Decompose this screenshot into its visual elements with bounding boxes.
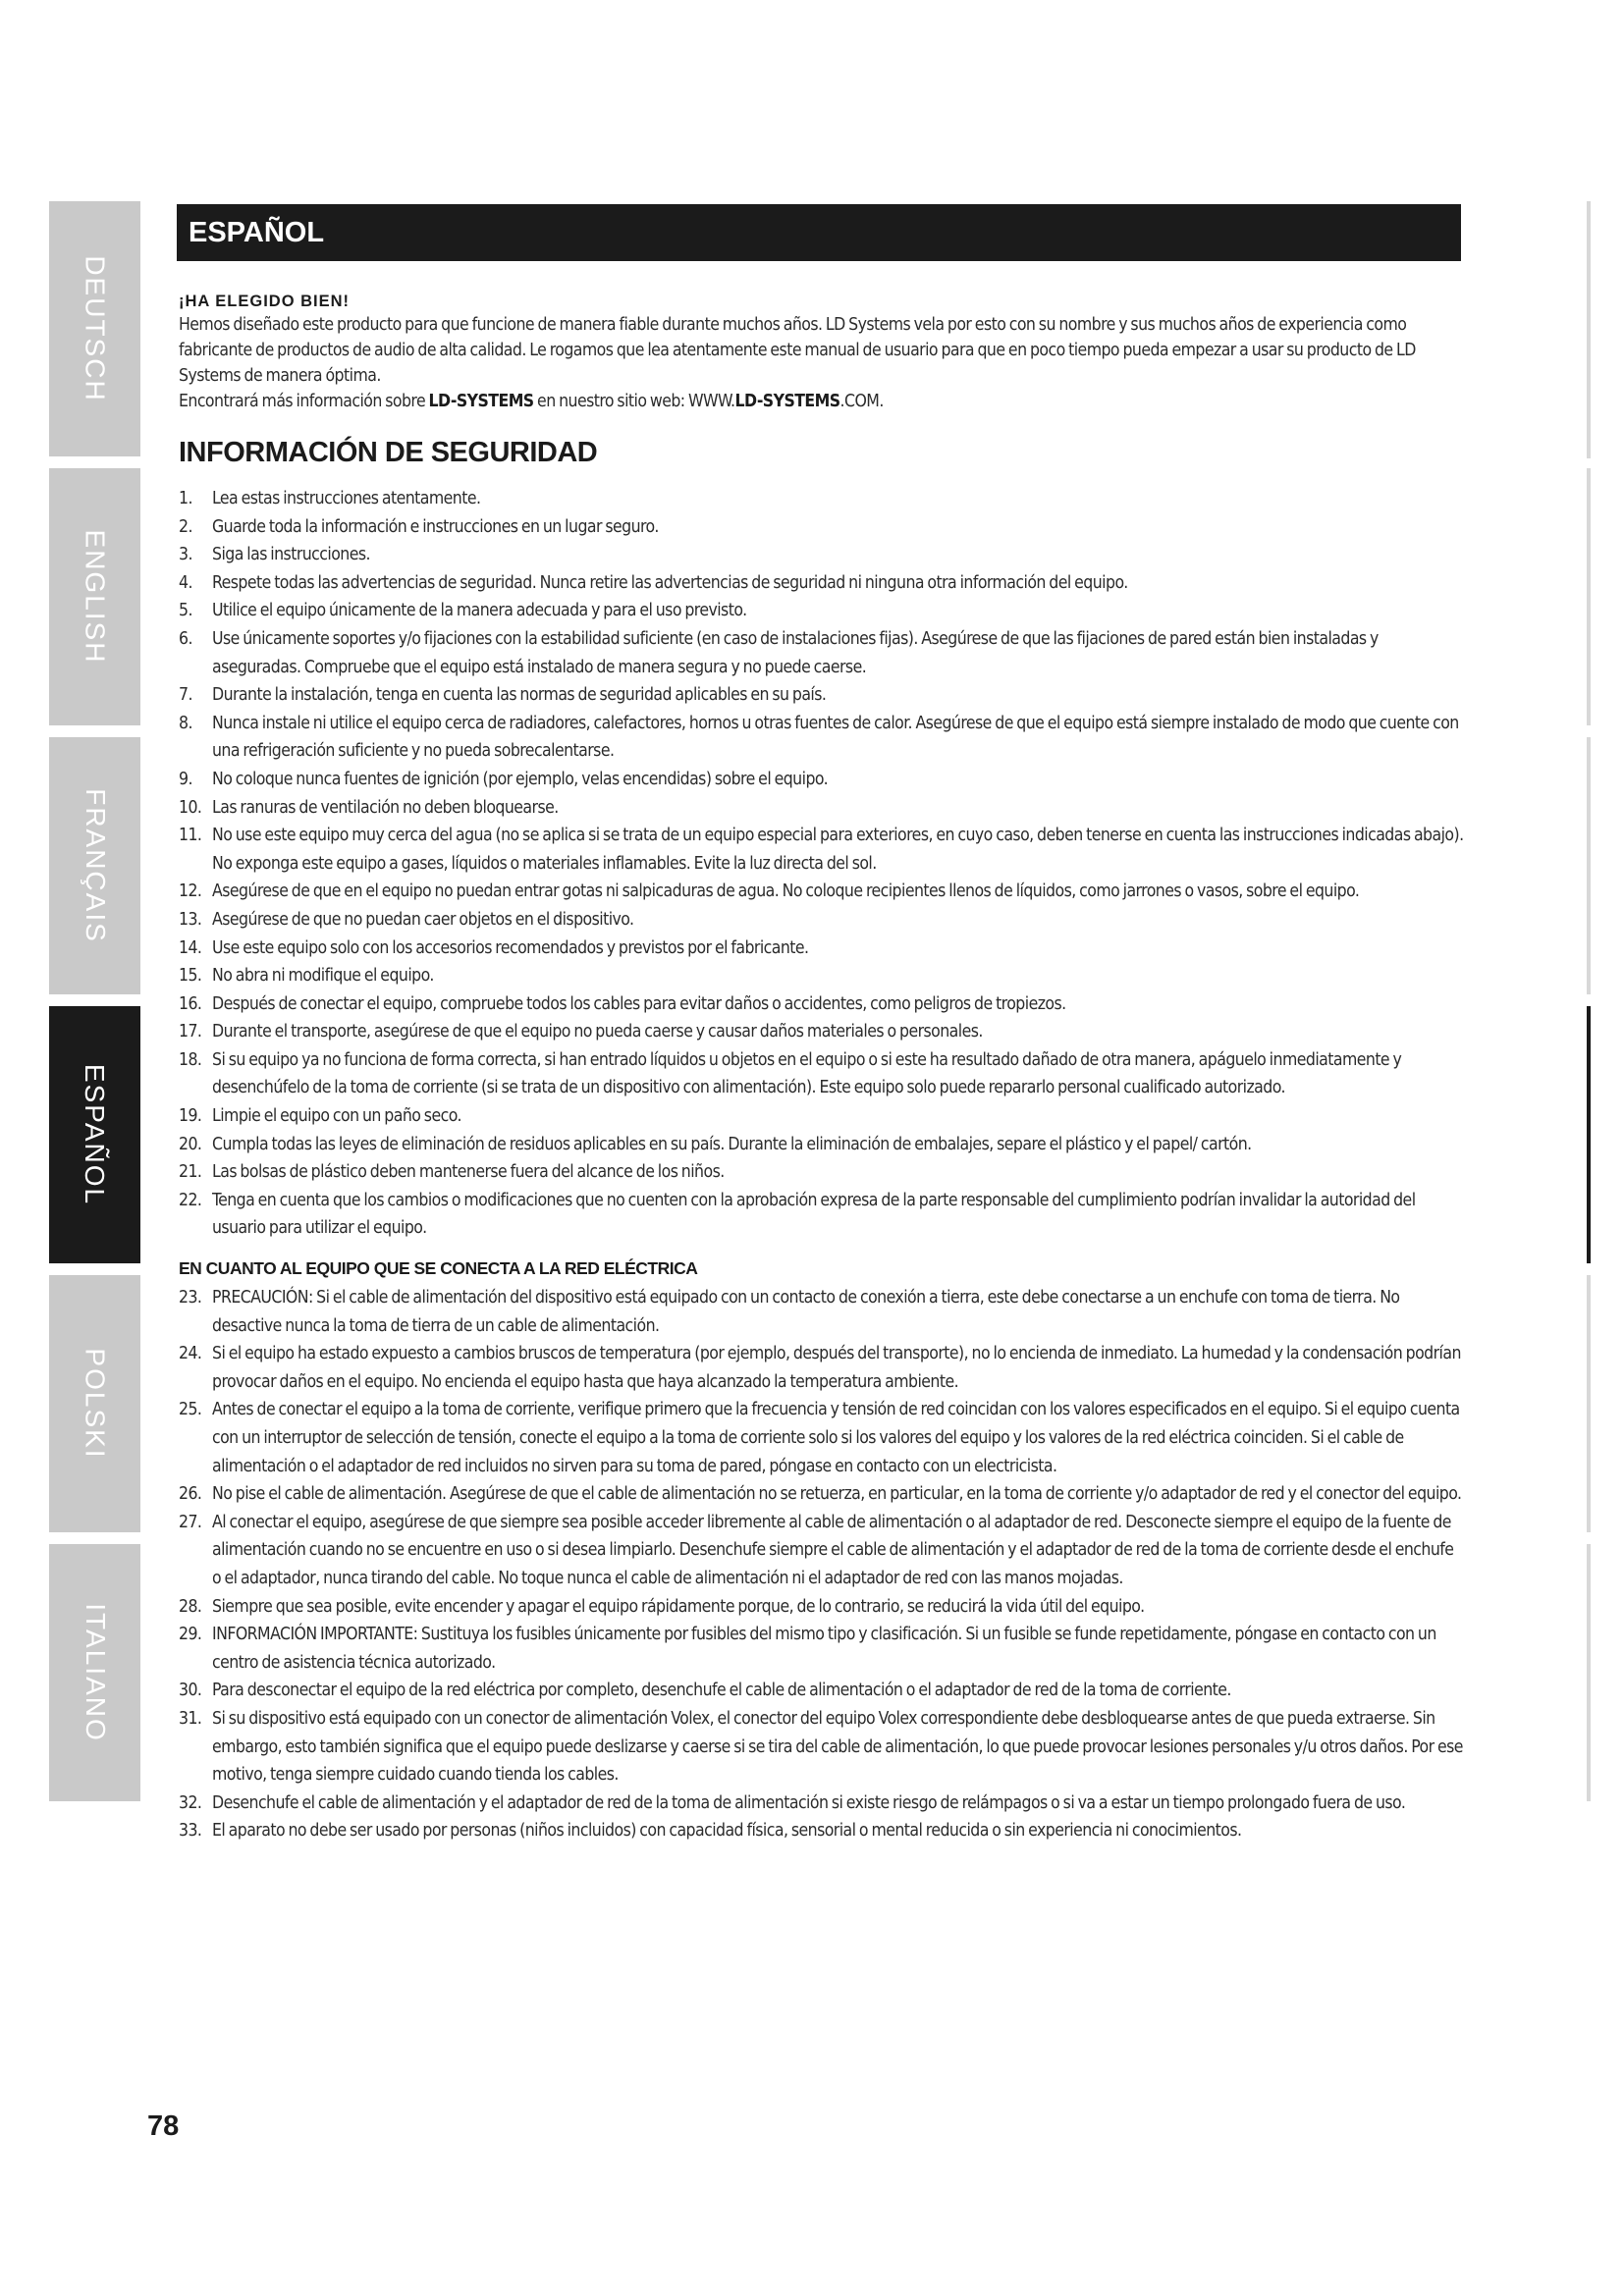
list-item-text: Use este equipo solo con los accesorios recomendados y previstos por el fabricante. <box>212 937 809 958</box>
side-tab-espanol[interactable] <box>49 1006 140 1263</box>
list-item-number: 20. <box>179 1134 202 1154</box>
list-item <box>179 906 1465 934</box>
list-item <box>179 1789 1465 1818</box>
list-item-text: Desenchufe el cable de alimentación y el adaptador de red de la toma de alimentación si existe riesgo de relámpagos o si va a estar un tiempo prolongado fuera de uso. <box>212 1792 1406 1813</box>
page-number: 78 <box>147 2110 180 2142</box>
list-item-text: Al conectar el equipo, asegúrese de que siempre sea posible acceder libremente al cable de alimentación o al adaptador de red. Desconecte siempre el equipo de la fuente de alimentación cuando no se encuentre en uso o si desea limpiarlo. Desenchufe siempre el cable de alimentación y el adaptador de red de la toma de corriente desde el enchufe o el adaptador, nunca tirando del cable. No toque nunca el cable de alimentación ni el adaptador de red con las manos mojadas. <box>212 1512 1454 1588</box>
intro-heading: ¡HA ELEGIDO BIEN! <box>179 293 351 310</box>
list-item <box>179 1018 1465 1046</box>
list-item-number: 6. <box>179 628 192 649</box>
list-item-text: No pise el cable de alimentación. Asegúrese de que el cable de alimentación no se retuerza, en particular, en la toma de corriente y/o adaptador de red y el conector del equipo. <box>212 1484 1462 1505</box>
list-item-text: Use únicamente soportes y/o fijaciones con la estabilidad suficiente (en caso de instalaciones fijas). Asegúrese de que las fijaciones de pared están bien instaladas y aseguradas. Compruebe que el equipo está instalado de manera segura y no puede caerse. <box>212 628 1379 677</box>
intro-paragraph: Hemos diseñado este producto para que funcione de manera fiable durante muchos años. LD Systems vela por esto con su nombre y sus muchos años de experiencia como fabricante de productos de audio de alta calidad. Le rogamos que lea atentamente este manual de usuario para que en poco tiempo pueda empezar a usar su producto de LD Systems de manera óptima. <box>179 315 1416 386</box>
list-item <box>179 1131 1465 1159</box>
side-tab-deutsch[interactable] <box>49 201 140 456</box>
right-edge-rule <box>1587 1275 1591 1532</box>
list-item-text: Siga las instrucciones. <box>212 545 370 565</box>
list-item <box>179 485 1465 513</box>
list-item-number: 26. <box>179 1484 202 1505</box>
list-item-text: Si su equipo ya no funciona de forma correcta, si han entrado líquidos u objetos en el equipo o si este ha resultado dañado de otra manera, apáguelo inmediatamente y desenchúfelo de la toma de corriente (si se trata de un dispositivo con alimentación). Este equipo solo puede repararlo personal cualificado autorizado. <box>212 1049 1402 1098</box>
list-item <box>179 541 1465 569</box>
list-item-number: 21. <box>179 1162 202 1183</box>
list-item-text: Para desconectar el equipo de la red eléctrica por completo, desenchufe el cable de alimentación o el adaptador de red de la toma de corriente. <box>212 1681 1231 1701</box>
list-item <box>179 766 1465 794</box>
intro-section <box>179 291 1465 414</box>
intro-web-line <box>179 389 1465 414</box>
page-content <box>179 291 1465 1845</box>
list-item-text: Guarde toda la información e instrucciones en un lugar seguro. <box>212 516 659 537</box>
list-item <box>179 1102 1465 1131</box>
list-item <box>179 1396 1465 1480</box>
list-item <box>179 513 1465 542</box>
web-line-brand-url: LD-SYSTEMS <box>734 392 840 411</box>
list-item-number: 32. <box>179 1792 202 1813</box>
list-item-text: Durante el transporte, asegúrese de que el equipo no pueda caerse y causar daños materiales o personales. <box>212 1022 983 1042</box>
list-item-number: 14. <box>179 937 202 958</box>
list-item-number: 9. <box>179 769 192 789</box>
list-item-number: 25. <box>179 1400 202 1420</box>
side-tab-label: FRANÇAIS <box>80 788 111 943</box>
list-item-number: 19. <box>179 1106 202 1127</box>
list-item-number: 22. <box>179 1190 202 1210</box>
right-edge-rule <box>1587 468 1591 725</box>
list-item <box>179 710 1465 766</box>
list-item-text: Si su dispositivo está equipado con un conector de alimentación Volex, el conector del equipo Volex correspondiente debe desbloquearse antes de que pueda extraerse. Sin embargo, esto también significa que el equipo puede deslizarse y caerse si se tira del cable de alimentación, lo que puede provocar lesiones personales y/u otros daños. Por ese motivo, tenga siempre cuidado cuando tienda los cables. <box>212 1708 1463 1786</box>
side-tab-english[interactable] <box>49 468 140 725</box>
list-item-text: Respete todas las advertencias de seguridad. Nunca retire las advertencias de seguridad ni ninguna otra información del equipo. <box>212 572 1128 593</box>
list-item <box>179 822 1465 878</box>
side-tab-label: POLSKI <box>80 1348 111 1460</box>
list-item-text: Después de conectar el equipo, compruebe todos los cables para evitar daños o accidentes, como peligros de tropiezos. <box>212 993 1066 1014</box>
list-item <box>179 962 1465 990</box>
language-header-bar <box>177 204 1461 261</box>
list-item-text: Tenga en cuenta que los cambios o modificaciones que no cuenten con la aprobación expresa de la parte responsable del cumplimiento podrían invalidar la autoridad del usuario para utilizar el equipo. <box>212 1190 1416 1239</box>
right-edge-rule-active <box>1587 1006 1591 1263</box>
list-item <box>179 1284 1465 1340</box>
list-item-number: 10. <box>179 797 202 818</box>
list-item-text: No use este equipo muy cerca del agua (no se aplica si se trata de un equipo especial para exteriores, en cuyo caso, deben tenerse en cuenta las instrucciones indicadas abajo). No exponga este equipo a gases, líquidos o materiales inflamables. Evite la luz directa del sol. <box>212 826 1464 874</box>
list-item <box>179 1480 1465 1509</box>
list-item <box>179 681 1465 710</box>
list-item <box>179 878 1465 906</box>
list-item-number: 1. <box>179 489 192 508</box>
list-item-text: Lea estas instrucciones atentamente. <box>212 489 481 508</box>
list-item-text: PRECAUCIÓN: Si el cable de alimentación del dispositivo está equipado con un contacto de conexión a tierra, este debe conectarse a un enchufe con toma de tierra. No desactive nunca la toma de tierra de un cable de alimentación. <box>212 1288 1400 1336</box>
mains-title: EN CUANTO AL EQUIPO QUE SE CONECTA A LA RED ELÉCTRICA <box>179 1258 698 1279</box>
list-item-text: Nunca instale ni utilice el equipo cerca de radiadores, calefactores, hornos u otras fuentes de calor. Asegúrese de que el equipo está siempre instalado de modo que cuente con una refrigeración suficiente y no pueda sobrecalentarse. <box>212 713 1459 762</box>
list-item <box>179 597 1465 625</box>
safety-list <box>179 485 1465 1243</box>
list-item <box>179 934 1465 963</box>
web-line-brand: LD-SYSTEMS <box>428 392 534 411</box>
list-item-number: 16. <box>179 993 202 1014</box>
right-edge-rule <box>1587 1544 1591 1801</box>
list-item-text: No coloque nunca fuentes de ignición (por ejemplo, velas encendidas) sobre el equipo. <box>212 769 829 789</box>
list-item-text: INFORMACIÓN IMPORTANTE: Sustituya los fusibles únicamente por fusibles del mismo tipo y clasificación. Si un fusible se funde repetidamente, póngase en contacto con un centro de asistencia técnica autorizado. <box>212 1625 1436 1673</box>
list-item-number: 27. <box>179 1512 202 1532</box>
list-item <box>179 1621 1465 1677</box>
list-item-number: 33. <box>179 1821 202 1842</box>
list-item <box>179 1705 1465 1789</box>
web-line-suffix: .COM. <box>839 392 884 411</box>
mains-list <box>179 1284 1465 1845</box>
list-item-text: Las bolsas de plástico deben mantenerse fuera del alcance de los niños. <box>212 1162 725 1183</box>
list-item <box>179 1677 1465 1705</box>
list-item-number: 17. <box>179 1022 202 1042</box>
list-item-text: Durante la instalación, tenga en cuenta las normas de seguridad aplicables en su país. <box>212 685 827 706</box>
list-item-number: 23. <box>179 1288 202 1308</box>
web-line-middle: en nuestro sitio web: WWW. <box>533 392 735 411</box>
list-item-number: 5. <box>179 601 192 621</box>
list-item <box>179 1509 1465 1593</box>
side-tab-polski[interactable] <box>49 1275 140 1532</box>
list-item <box>179 1187 1465 1243</box>
list-item <box>179 569 1465 598</box>
list-item-text: Utilice el equipo únicamente de la manera adecuada y para el uso previsto. <box>212 601 747 621</box>
side-tab-label: DEUTSCH <box>80 255 111 402</box>
list-item-number: 3. <box>179 545 192 565</box>
list-item-text: Limpie el equipo con un paño seco. <box>212 1106 461 1127</box>
list-item <box>179 1340 1465 1396</box>
list-item-text: El aparato no debe ser usado por personas (niños incluidos) con capacidad física, sensorial o mental reducida o sin experiencia ni conocimientos. <box>212 1821 1242 1842</box>
safety-title: INFORMACIÓN DE SEGURIDAD <box>179 437 598 468</box>
web-line-prefix: Encontrará más información sobre <box>179 392 429 411</box>
side-tab-francais[interactable] <box>49 737 140 994</box>
list-item-number: 7. <box>179 685 192 706</box>
list-item-number: 13. <box>179 909 202 930</box>
list-item <box>179 794 1465 823</box>
list-item <box>179 1817 1465 1845</box>
list-item-text: Las ranuras de ventilación no deben bloquearse. <box>212 797 559 818</box>
list-item-number: 2. <box>179 516 192 537</box>
list-item-number: 11. <box>179 826 202 846</box>
list-item <box>179 1158 1465 1187</box>
list-item-text: Asegúrese de que en el equipo no puedan entrar gotas ni salpicaduras de agua. No coloque recipientes llenos de líquidos, como jarrones o vasos, sobre el equipo. <box>212 881 1360 902</box>
right-edge-rule <box>1587 201 1591 458</box>
list-item <box>179 625 1465 681</box>
side-tab-label: ESPAÑOL <box>80 1063 111 1206</box>
side-tab-label: ENGLISH <box>80 529 111 665</box>
list-item-text: Antes de conectar el equipo a la toma de corriente, verifique primero que la frecuencia y tensión de red coincidan con los valores especificados en el equipo. Si el equipo cuenta con un interruptor de selección de tensión, conecte el equipo a la toma de corriente solo si los valores del equipo y los valores de la red eléctrica coinciden. Si el cable de alimentación o el adaptador de red incluidos no sirven para su toma de pared, póngase en contacto con un electricista. <box>212 1400 1460 1476</box>
list-item-text: Asegúrese de que no puedan caer objetos en el dispositivo. <box>212 909 634 930</box>
list-item-number: 18. <box>179 1049 202 1070</box>
list-item-number: 30. <box>179 1681 202 1701</box>
list-item-number: 28. <box>179 1596 202 1617</box>
list-item <box>179 990 1465 1019</box>
list-item-number: 15. <box>179 966 202 987</box>
list-item-text: Cumpla todas las leyes de eliminación de residuos aplicables en su país. Durante la eliminación de embalajes, separe el plástico y el papel/ cartón. <box>212 1134 1252 1154</box>
side-tab-italiano[interactable] <box>49 1544 140 1801</box>
right-edge-rule <box>1587 737 1591 994</box>
list-item <box>179 1046 1465 1102</box>
list-item-text: No abra ni modifique el equipo. <box>212 966 434 987</box>
list-item-number: 4. <box>179 572 192 593</box>
language-header-title: ESPAÑOL <box>189 216 325 248</box>
list-item-number: 24. <box>179 1344 202 1364</box>
list-item-number: 12. <box>179 881 202 902</box>
list-item-number: 29. <box>179 1625 202 1645</box>
list-item-number: 8. <box>179 713 192 733</box>
list-item-text: Siempre que sea posible, evite encender y apagar el equipo rápidamente porque, de lo contrario, se reducirá la vida útil del equipo. <box>212 1596 1145 1617</box>
list-item-text: Si el equipo ha estado expuesto a cambios bruscos de temperatura (por ejemplo, después del transporte), no lo encienda de inmediato. La humedad y la condensación podrían provocar daños en el equipo. No encienda el equipo hasta que haya alcanzado la temperatura ambiente. <box>212 1344 1461 1392</box>
side-tab-label: ITALIANO <box>80 1603 111 1742</box>
list-item <box>179 1593 1465 1622</box>
list-item-number: 31. <box>179 1708 202 1729</box>
